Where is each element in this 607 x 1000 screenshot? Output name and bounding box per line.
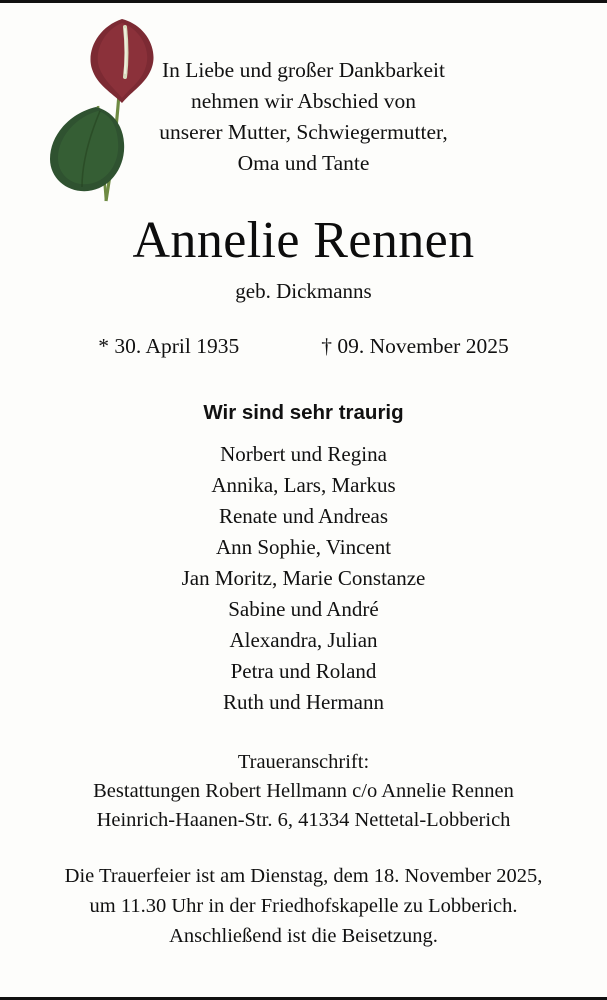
intro-line-1: In Liebe und großer Dankbarkeit [162,58,445,82]
funeral-service-info [0,861,607,951]
intro-line-4: Oma und Tante [237,151,370,175]
mourner-line: Ruth und Hermann [223,690,384,714]
address-line-2: Heinrich-Haanen-Str. 6, 41334 Nettetal-Lobberich [96,809,511,831]
service-line-1: Die Trauerfeier ist am Dienstag, dem 18. November 2025, [64,865,543,887]
intro-line-3: unserer Mutter, Schwiegermutter, [159,120,448,144]
mourner-line: Jan Moritz, Marie Constanze [181,566,426,590]
mourner-line: Petra und Roland [230,659,377,683]
life-dates [0,334,607,359]
service-line-2: um 11.30 Uhr in der Friedhofskapelle zu Lobberich. [89,895,518,917]
address-line-1: Bestattungen Robert Hellmann c/o Annelie Rennen [93,780,514,802]
mourners-list [0,439,607,718]
intro-text [0,3,607,179]
address-label: Traueranschrift: [237,751,370,773]
mourner-line: Ann Sophie, Vincent [215,535,392,559]
mourner-line: Annika, Lars, Markus [211,473,396,497]
deceased-name: Annelie Rennen [132,212,475,269]
mourner-line: Renate und Andreas [218,504,389,528]
mourner-line: Norbert und Regina [220,442,387,466]
condolence-address [0,748,607,835]
mourner-line: Alexandra, Julian [229,628,378,652]
death-date: † 09. November 2025 [321,334,509,358]
intro-line-2: nehmen wir Abschied von [190,89,417,113]
service-line-3: Anschließend ist die Beisetzung. [169,925,438,947]
mourning-title: Wir sind sehr traurig [203,401,404,424]
maiden-name: geb. Dickmanns [235,279,372,303]
birth-date: * 30. April 1935 [98,334,240,358]
mourner-line: Sabine und André [228,597,379,621]
